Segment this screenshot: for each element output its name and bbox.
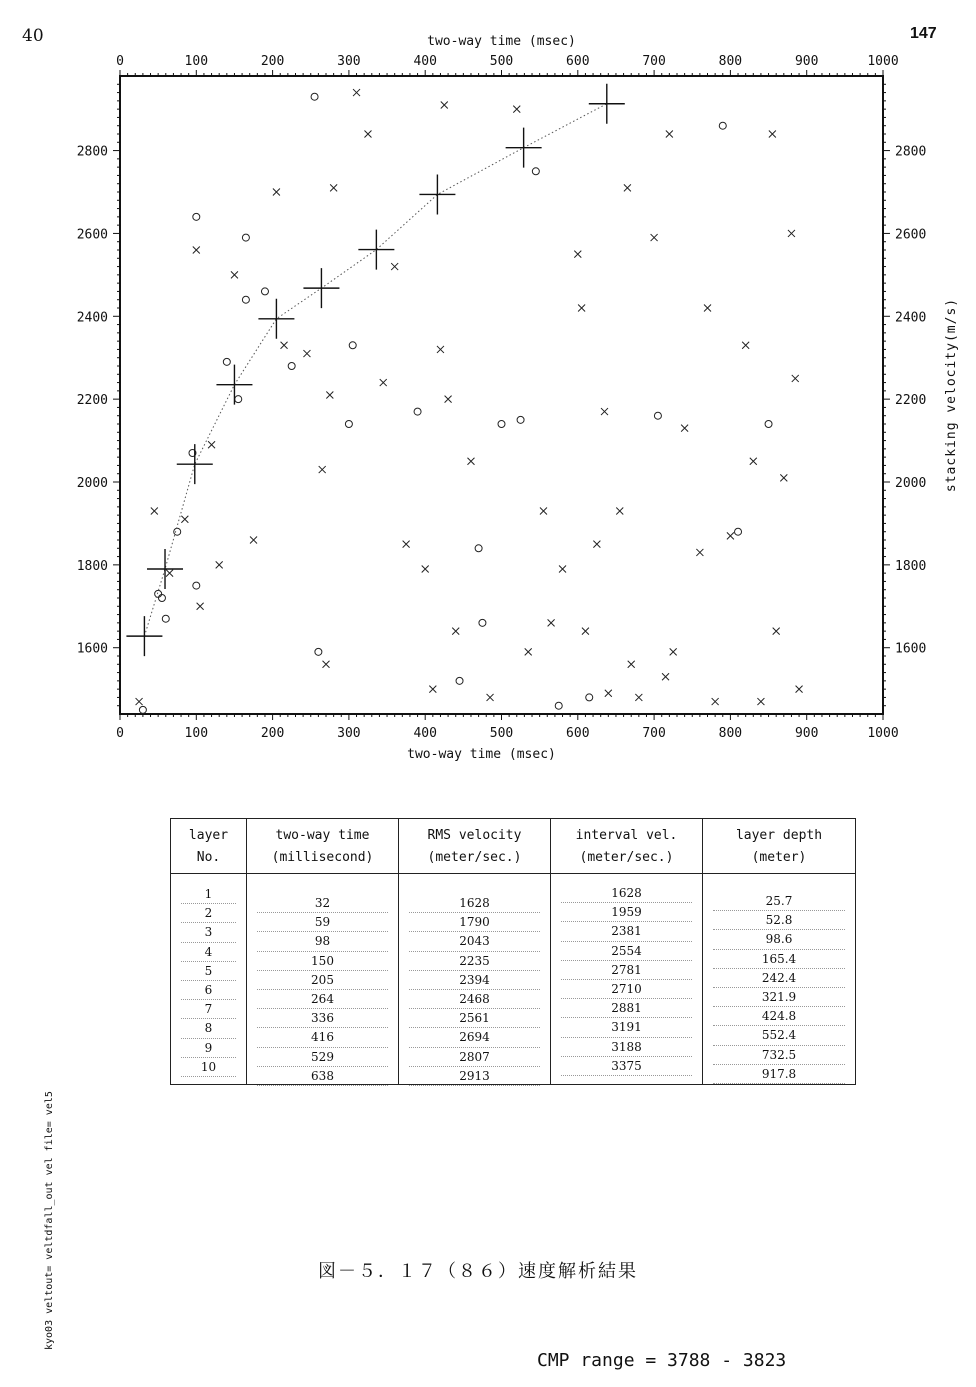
table-cell: 3 bbox=[181, 923, 236, 942]
semblance-circle bbox=[479, 619, 486, 626]
x-tick-label-bottom: 900 bbox=[794, 726, 819, 741]
x-tick-label-bottom: 500 bbox=[489, 726, 514, 741]
header-layer-depth bbox=[703, 819, 855, 874]
table-cell: 2394 bbox=[409, 971, 540, 990]
semblance-x bbox=[326, 392, 333, 399]
table-cell: 1628 bbox=[561, 884, 692, 903]
semblance-x bbox=[429, 686, 436, 693]
table-cell: 2913 bbox=[409, 1067, 540, 1086]
semblance-circle bbox=[456, 677, 463, 684]
x-axis-label-top: two-way time (msec) bbox=[427, 34, 576, 49]
semblance-circle bbox=[193, 213, 200, 220]
velocity-pick-cross bbox=[303, 268, 339, 308]
y-tick-label-left: 1800 bbox=[76, 558, 108, 574]
velocity-pick-cross bbox=[358, 230, 394, 270]
x-tick-label-bottom: 700 bbox=[642, 726, 666, 741]
table-cell: 6 bbox=[181, 981, 236, 1000]
x-tick-label-bottom: 600 bbox=[566, 726, 590, 741]
x-tick-label-top: 200 bbox=[260, 54, 285, 69]
semblance-x bbox=[696, 549, 703, 556]
cmp-range: CMP range = 3788 - 3823 bbox=[537, 1350, 787, 1371]
semblance-x bbox=[303, 350, 310, 357]
semblance-circle bbox=[765, 421, 772, 428]
velocity-pick-cross bbox=[147, 549, 183, 589]
semblance-x bbox=[193, 247, 200, 254]
y-tick-label-left: 2400 bbox=[76, 310, 108, 326]
table-cell: 638 bbox=[257, 1067, 388, 1086]
table-cell: 4 bbox=[181, 943, 236, 962]
semblance-x bbox=[704, 305, 711, 312]
y-tick-label-right: 1600 bbox=[895, 641, 927, 657]
header-line-2: (meter/sec.) bbox=[579, 850, 674, 865]
table-cell: 3191 bbox=[561, 1018, 692, 1037]
table-cell: 2694 bbox=[409, 1028, 540, 1047]
semblance-circle bbox=[139, 706, 146, 713]
table-cell: 8 bbox=[181, 1019, 236, 1038]
header-line-1: two-way time bbox=[275, 828, 370, 843]
semblance-x bbox=[681, 425, 688, 432]
semblance-x bbox=[487, 694, 494, 701]
x-tick-label-top: 800 bbox=[718, 54, 743, 69]
header-line-2: No. bbox=[196, 850, 221, 865]
semblance-x bbox=[559, 566, 566, 573]
header-two-way-time bbox=[247, 819, 398, 874]
semblance-x bbox=[624, 184, 631, 191]
table-cell: 336 bbox=[257, 1009, 388, 1028]
x-tick-label-top: 900 bbox=[794, 54, 819, 69]
header-layer-no bbox=[171, 819, 246, 874]
semblance-x bbox=[467, 458, 474, 465]
table-cell: 2468 bbox=[409, 990, 540, 1009]
semblance-circle bbox=[517, 416, 524, 423]
table-cell: 264 bbox=[257, 990, 388, 1009]
table-cell: 98 bbox=[257, 932, 388, 951]
semblance-x bbox=[181, 516, 188, 523]
semblance-x bbox=[605, 690, 612, 697]
velocity-pick-cross bbox=[216, 365, 252, 405]
velocity-pick-cross bbox=[589, 84, 625, 124]
semblance-circle bbox=[155, 590, 162, 597]
semblance-circle bbox=[654, 412, 661, 419]
y-tick-label-right: 2400 bbox=[895, 310, 927, 326]
table-cell: 552.4 bbox=[713, 1026, 845, 1045]
table-cell: 2381 bbox=[561, 922, 692, 941]
semblance-x bbox=[216, 561, 223, 568]
table-cell: 2043 bbox=[409, 932, 540, 951]
y-tick-label-left: 2800 bbox=[76, 144, 108, 160]
semblance-circle bbox=[311, 93, 318, 100]
x-tick-label-bottom: 100 bbox=[184, 726, 209, 741]
y-tick-label-left: 2200 bbox=[76, 393, 108, 409]
semblance-x bbox=[628, 661, 635, 668]
x-tick-label-top: 600 bbox=[566, 54, 590, 69]
table-cell: 424.8 bbox=[713, 1007, 845, 1026]
table-cell: 2554 bbox=[561, 942, 692, 961]
semblance-circle bbox=[735, 528, 742, 535]
semblance-x bbox=[742, 342, 749, 349]
two-way-time-cells bbox=[247, 894, 398, 1086]
semblance-x bbox=[323, 661, 330, 668]
table-cell: 2807 bbox=[409, 1048, 540, 1067]
semblance-x bbox=[750, 458, 757, 465]
table-cell: 2561 bbox=[409, 1009, 540, 1028]
semblance-circle bbox=[162, 615, 169, 622]
semblance-x bbox=[353, 89, 360, 96]
x-tick-label-top: 400 bbox=[413, 54, 437, 69]
semblance-circle bbox=[345, 421, 352, 428]
semblance-x bbox=[773, 628, 780, 635]
semblance-circle bbox=[475, 545, 482, 552]
semblance-x bbox=[727, 532, 734, 539]
page-number-right: 147 bbox=[910, 25, 937, 42]
column-layer-depth bbox=[703, 819, 855, 1084]
x-tick-label-top: 700 bbox=[642, 54, 666, 69]
column-layer-no bbox=[171, 819, 247, 1084]
semblance-x bbox=[273, 189, 280, 196]
semblance-x bbox=[662, 673, 669, 680]
table-cell: 98.6 bbox=[713, 930, 845, 949]
x-tick-label-top: 100 bbox=[184, 54, 209, 69]
semblance-circle bbox=[242, 234, 249, 241]
semblance-circle bbox=[315, 648, 322, 655]
table-cell: 2710 bbox=[561, 980, 692, 999]
semblance-circle bbox=[261, 288, 268, 295]
semblance-x bbox=[670, 648, 677, 655]
header-rms-velocity bbox=[399, 819, 550, 874]
semblance-circle bbox=[498, 421, 505, 428]
table-cell: 529 bbox=[257, 1048, 388, 1067]
x-tick-label-bottom: 200 bbox=[260, 726, 285, 741]
figure-caption: 図－５．１７（８６）速度解析結果 bbox=[318, 1261, 638, 1282]
table-cell: 917.8 bbox=[713, 1065, 845, 1084]
velocity-pick-cross bbox=[258, 299, 294, 339]
table-cell: 150 bbox=[257, 952, 388, 971]
table-cell: 205 bbox=[257, 971, 388, 990]
x-tick-label-bottom: 400 bbox=[413, 726, 437, 741]
semblance-x bbox=[250, 537, 257, 544]
header-line-2: (meter) bbox=[751, 850, 807, 865]
semblance-x bbox=[651, 234, 658, 241]
x-tick-label-top: 500 bbox=[489, 54, 514, 69]
semblance-circle bbox=[158, 595, 165, 602]
velocity-pick-cross bbox=[506, 128, 542, 168]
header-line-1: interval vel. bbox=[575, 828, 678, 843]
semblance-x bbox=[422, 566, 429, 573]
table-cell: 1 bbox=[181, 885, 236, 904]
table-cell: 59 bbox=[257, 913, 388, 932]
table-cell: 2235 bbox=[409, 952, 540, 971]
y-tick-label-right: 2800 bbox=[895, 144, 927, 160]
y-tick-label-left: 2000 bbox=[76, 476, 108, 491]
header-line-2: (millisecond) bbox=[271, 850, 374, 865]
semblance-x bbox=[452, 628, 459, 635]
table-cell: 321.9 bbox=[713, 988, 845, 1007]
semblance-x bbox=[513, 106, 520, 113]
x-tick-label-bottom: 800 bbox=[718, 726, 743, 741]
y-tick-label-right: 2200 bbox=[895, 393, 927, 409]
table-cell: 2 bbox=[181, 904, 236, 923]
semblance-x bbox=[578, 305, 585, 312]
semblance-x bbox=[635, 694, 642, 701]
interval-vel-cells bbox=[551, 884, 702, 1076]
semblance-circle bbox=[193, 582, 200, 589]
y-tick-label-left: 2600 bbox=[76, 227, 108, 243]
table-cell: 1959 bbox=[561, 903, 692, 922]
y-tick-label-right: 2000 bbox=[895, 476, 927, 491]
semblance-x bbox=[151, 508, 158, 515]
y-tick-label-left: 1600 bbox=[76, 641, 108, 657]
semblance-x bbox=[319, 466, 326, 473]
table-cell: 7 bbox=[181, 1000, 236, 1019]
velocity-pick-cross bbox=[419, 174, 455, 214]
semblance-x bbox=[757, 698, 764, 705]
semblance-x bbox=[616, 508, 623, 515]
table-cell: 1628 bbox=[409, 894, 540, 913]
semblance-circle bbox=[719, 122, 726, 129]
semblance-x bbox=[403, 541, 410, 548]
column-interval-vel bbox=[551, 819, 703, 1084]
table-cell: 732.5 bbox=[713, 1046, 845, 1065]
velocity-pick-cross bbox=[177, 444, 213, 484]
semblance-circle bbox=[223, 358, 230, 365]
x-tick-label-top: 0 bbox=[116, 54, 124, 69]
table-cell: 9 bbox=[181, 1039, 236, 1058]
rms-velocity-cells bbox=[399, 894, 550, 1086]
x-tick-label-bottom: 0 bbox=[116, 726, 124, 741]
table-cell: 5 bbox=[181, 962, 236, 981]
semblance-x bbox=[231, 271, 238, 278]
semblance-x bbox=[281, 342, 288, 349]
semblance-circle bbox=[414, 408, 421, 415]
velocity-results-table bbox=[170, 818, 856, 1085]
semblance-x bbox=[792, 375, 799, 382]
table-cell: 2781 bbox=[561, 961, 692, 980]
header-line-2: (meter/sec.) bbox=[427, 850, 522, 865]
semblance-circle bbox=[349, 342, 356, 349]
x-tick-label-bottom: 300 bbox=[337, 726, 361, 741]
x-tick-label-top: 300 bbox=[337, 54, 361, 69]
x-tick-label-top: 1000 bbox=[867, 54, 899, 69]
table-cell: 52.8 bbox=[713, 911, 845, 930]
table-cell: 3375 bbox=[561, 1057, 692, 1076]
semblance-x bbox=[136, 698, 143, 705]
y-tick-label-right: 2600 bbox=[895, 227, 927, 243]
semblance-x bbox=[330, 184, 337, 191]
semblance-x bbox=[796, 686, 803, 693]
semblance-x bbox=[582, 628, 589, 635]
semblance-x bbox=[441, 102, 448, 109]
semblance-circle bbox=[288, 363, 295, 370]
semblance-x bbox=[197, 603, 204, 610]
side-note: kyo03 veltout= veltdfall_out vel file= vel5 bbox=[44, 1091, 55, 1350]
header-line-1: layer depth bbox=[735, 828, 823, 843]
table-cell: 416 bbox=[257, 1028, 388, 1047]
semblance-circle bbox=[242, 296, 249, 303]
semblance-circle bbox=[174, 528, 181, 535]
velocity-pick-cross bbox=[126, 616, 162, 656]
semblance-x bbox=[593, 541, 600, 548]
pick-connector-line bbox=[144, 104, 606, 636]
semblance-circle bbox=[586, 694, 593, 701]
semblance-x bbox=[380, 379, 387, 386]
semblance-x bbox=[391, 263, 398, 270]
y-tick-label-right: 1800 bbox=[895, 558, 927, 574]
semblance-x bbox=[208, 441, 215, 448]
semblance-x bbox=[780, 474, 787, 481]
semblance-x bbox=[666, 131, 673, 138]
column-rms-velocity bbox=[399, 819, 551, 1084]
semblance-x bbox=[712, 698, 719, 705]
semblance-circle bbox=[235, 396, 242, 403]
semblance-x bbox=[364, 131, 371, 138]
header-line-1: layer bbox=[188, 828, 229, 843]
table-cell: 25.7 bbox=[713, 892, 845, 911]
semblance-x bbox=[540, 508, 547, 515]
semblance-x bbox=[574, 251, 581, 258]
x-axis-label-bottom: two-way time (msec) bbox=[407, 747, 556, 762]
semblance-x bbox=[548, 619, 555, 626]
table-cell: 165.4 bbox=[713, 950, 845, 969]
layer-no-cells bbox=[171, 885, 246, 1077]
semblance-x bbox=[601, 408, 608, 415]
table-cell: 2881 bbox=[561, 999, 692, 1018]
y-axis-label: stacking velocity(m/s) bbox=[944, 297, 959, 493]
semblance-x bbox=[166, 570, 173, 577]
semblance-circle bbox=[532, 168, 539, 175]
semblance-circle bbox=[555, 702, 562, 709]
table-cell: 32 bbox=[257, 894, 388, 913]
semblance-x bbox=[788, 230, 795, 237]
column-two-way-time bbox=[247, 819, 399, 1084]
semblance-x bbox=[445, 396, 452, 403]
semblance-x bbox=[525, 648, 532, 655]
table-cell: 3188 bbox=[561, 1038, 692, 1057]
page-number-left: 40 bbox=[22, 26, 44, 46]
x-tick-label-bottom: 1000 bbox=[867, 726, 899, 741]
table-cell: 242.4 bbox=[713, 969, 845, 988]
header-line-1: RMS velocity bbox=[427, 828, 522, 843]
layer-depth-cells bbox=[703, 892, 855, 1084]
table-cell: 10 bbox=[181, 1058, 236, 1077]
header-interval-vel bbox=[551, 819, 702, 874]
semblance-x bbox=[437, 346, 444, 353]
table-cell: 1790 bbox=[409, 913, 540, 932]
semblance-x bbox=[769, 131, 776, 138]
